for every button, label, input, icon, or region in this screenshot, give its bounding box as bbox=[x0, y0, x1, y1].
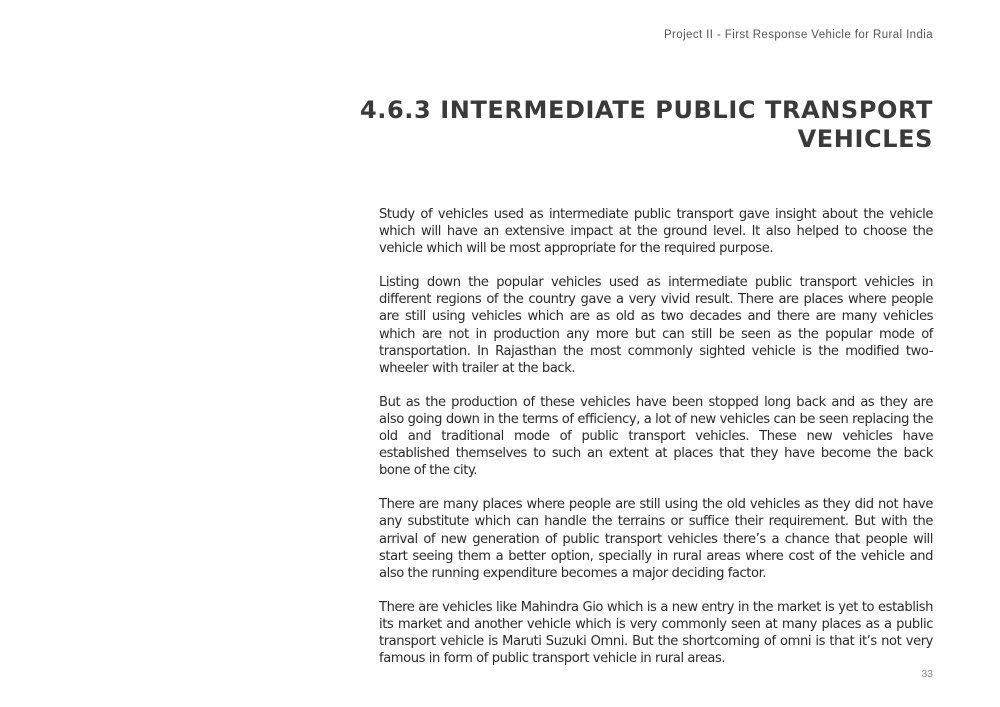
body-text bbox=[379, 206, 933, 684]
paragraph-old-vehicles: There are many places where people are still using the old vehicles as they did not have any substitute which can handle the terrains or suffice their requirement. But with the arrival of new generation of public transport vehicles there’s a chance that people will start seeing them a better option, specially in rural areas where cost of the vehicle and also the running expenditure becomes a major deciding factor. bbox=[379, 497, 933, 581]
paragraph-regional-listing: Listing down the popular vehicles used as intermediate public transport vehicles in different regions of the country gave a very vivid result. There are places where people are still using vehicles which are as old as two decades and there are many vehicles which are not in production any more but can still be seen as the popular mode of transportation. In Rajasthan the most commonly sighted vehicle is the modified two-wheeler with trailer at the back. bbox=[379, 275, 933, 376]
section-title: 4.6.3 INTERMEDIATE PUBLIC TRANSPORT VEHICLES bbox=[359, 96, 933, 153]
page-number: 33 bbox=[921, 668, 933, 680]
paragraph-new-entries: There are vehicles like Mahindra Gio which is a new entry in the market is yet to establish its market and another vehicle which is very commonly seen at many places as a public transport vehicle is Maruti Suzuki Omni. But the shortcoming of omni is that it’s not very famous in form of public transport vehicle in rural areas. bbox=[379, 599, 933, 667]
paragraph-production-stopped: But as the production of these vehicles have been stopped long back and as they are also going down in the terms of efficiency, a lot of new vehicles can be seen replacing the old and traditional mode of public transport vehicles. These new vehicles have established themselves to such an extent at places that they have become the back bone of the city. bbox=[379, 394, 933, 479]
running-header: Project II - First Response Vehicle for Rural India bbox=[663, 29, 933, 41]
paragraph-intro: Study of vehicles used as intermediate public transport gave insight about the vehicle which will have an extensive impact at the ground level. It also helped to choose the vehicle which will be most appropriate for the required purpose. bbox=[379, 207, 933, 257]
